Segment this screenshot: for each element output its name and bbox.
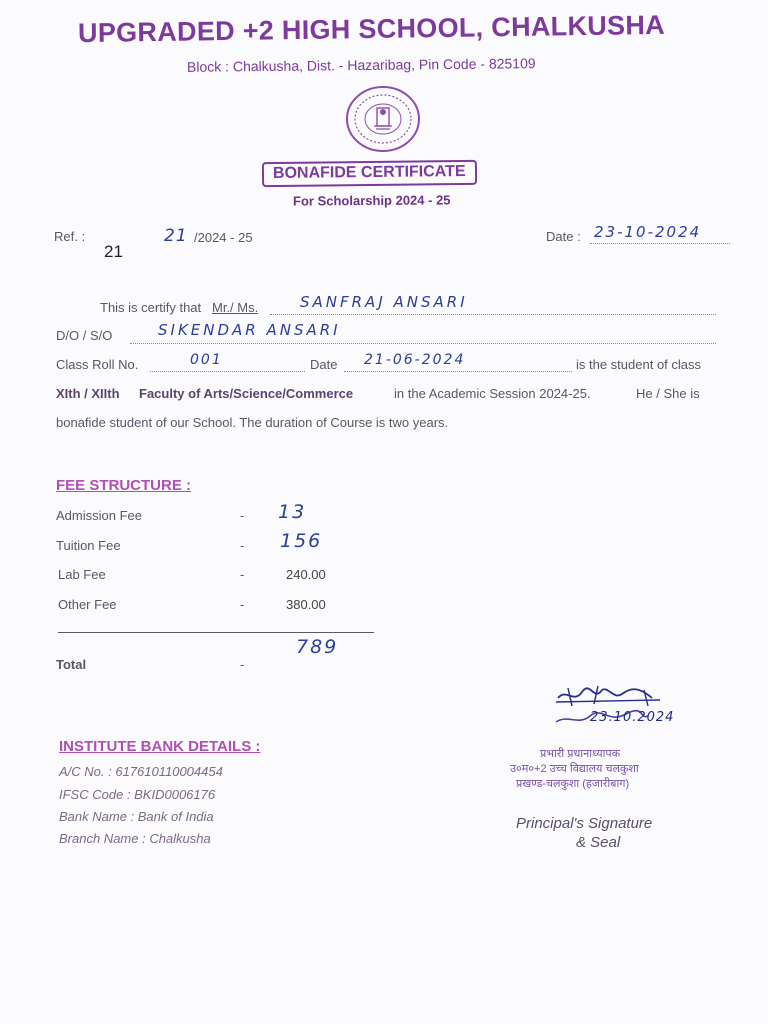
session-text: in the Academic Session 2024-25.: [394, 386, 591, 401]
bank-ifsc: IFSC Code : BKID0006176: [59, 787, 216, 802]
admission-date-label: Date: [310, 357, 338, 372]
school-emblem-icon: [344, 84, 422, 154]
faculty-text: Faculty of Arts/Science/Commerce: [139, 386, 354, 401]
school-name: UPGRADED +2 HIGH SCHOOL, CHALKUSHA: [77, 9, 666, 49]
roll-label: Class Roll No.: [56, 357, 139, 372]
ref-label: Ref. :: [54, 229, 86, 244]
bank-account: A/C No. : 617610110004454: [59, 764, 223, 779]
parent-name: SIKENDAR ANSARI: [158, 321, 341, 339]
fee-value-other: 380.00: [286, 597, 326, 612]
class-text: XIth / XIIth: [56, 386, 120, 401]
total-divider: [58, 632, 374, 633]
fee-value-tuition: 156: [280, 530, 323, 552]
fee-sep: -: [240, 508, 245, 523]
fee-value-admission: 13: [278, 501, 307, 523]
fee-total-sep: -: [240, 657, 245, 672]
fee-label-lab: Lab Fee: [58, 567, 106, 582]
certify-text: This is certify that: [100, 300, 202, 315]
bank-heading: INSTITUTE BANK DETAILS :: [59, 738, 261, 755]
bank-name: Bank Name : Bank of India: [59, 809, 214, 824]
fee-sep: -: [240, 538, 245, 553]
bonafide-text: bonafide student of our School. The duration of Course is two years.: [56, 415, 449, 430]
signature-date: 23.10.2024: [590, 710, 675, 725]
certificate-title: BONAFIDE CERTIFICATE: [262, 160, 477, 187]
he-she-text: He / She is: [636, 386, 700, 401]
signature-caption-1: Principal's Signature: [516, 815, 653, 832]
signature-caption-2: & Seal: [576, 834, 621, 851]
roll-number: 001: [190, 352, 223, 368]
fee-sep: -: [240, 567, 245, 582]
student-of-class: is the student of class: [576, 357, 702, 372]
stamp-line-3: प्रखण्ड-चलकुशा (हजारीबाग): [516, 778, 630, 790]
admission-date: 21-06-2024: [364, 352, 466, 368]
ref-year: /2024 - 25: [194, 230, 253, 245]
stamp-line-2: उ०म०+2 उच्च विद्यालय चलकुशा: [510, 763, 639, 775]
date-label: Date :: [546, 229, 581, 244]
date-value: 23-10-2024: [594, 223, 702, 241]
school-address: Block : Chalkusha, Dist. - Hazaribag, Pin Code - 825109: [186, 55, 536, 75]
stamp-line-1: प्रभारी प्रधानाध्यापक: [540, 748, 621, 760]
fee-label-admission: Admission Fee: [56, 508, 142, 523]
fee-sep: -: [240, 597, 245, 612]
fee-total-label: Total: [56, 657, 87, 672]
fee-total-value: 789: [296, 636, 339, 658]
fee-label-other: Other Fee: [58, 597, 117, 612]
do-so-label: D/O / S/O: [56, 328, 113, 343]
student-name: SANFRAJ ANSARI: [300, 293, 468, 311]
fee-structure-heading: FEE STRUCTURE :: [56, 477, 191, 494]
ref-handwritten: 21: [164, 226, 188, 246]
bank-branch: Branch Name : Chalkusha: [59, 831, 211, 846]
fee-value-lab: 240.00: [286, 567, 326, 582]
fee-label-tuition: Tuition Fee: [56, 538, 121, 553]
ref-number: 21: [104, 242, 123, 261]
certificate-subtitle: For Scholarship 2024 - 25: [292, 192, 451, 209]
mr-ms-label: Mr./ Ms.: [212, 300, 259, 315]
